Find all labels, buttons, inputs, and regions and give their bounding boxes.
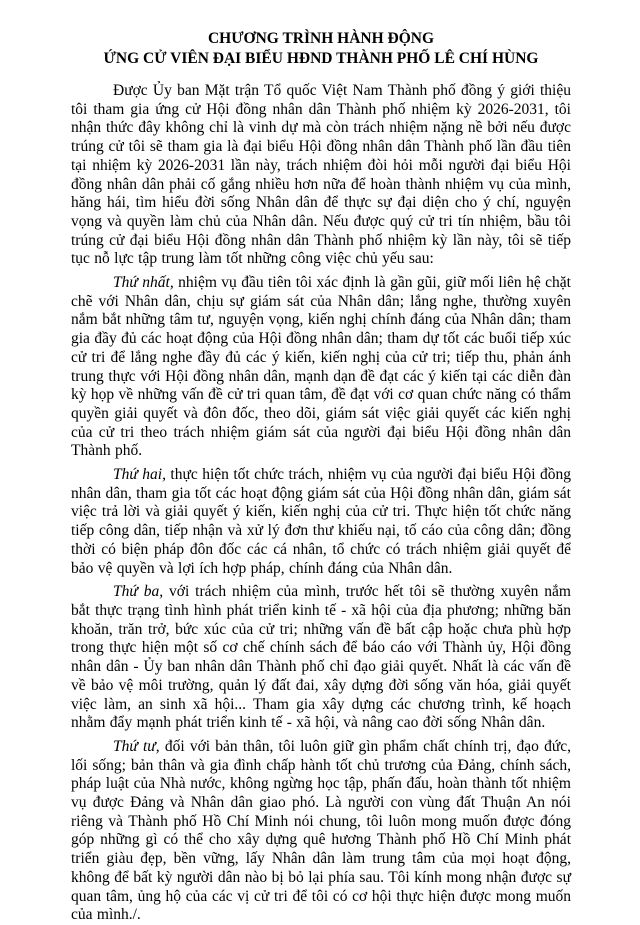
paragraph-thu-tu bbox=[71, 738, 571, 925]
paragraph-text: thực hiện tốt chức trách, nhiệm vụ của người đại biểu Hội đồng nhân dân, tham gia tốt các hoạt động giám sát của Hội đồng nhân dân, giám sát việc trả lời và giải quyết ý kiến, kiến nghị của cử tri. Thực hiện tốt chức năng tiếp công dân, tiếp nhận và xử lý đơn thư khiếu nại, tố cáo của công dân; đồng thời có biện pháp đôn đốc các cá nhân, tổ chức có trách nhiệm giải quyết để bảo vệ quyền và lợi ích hợp pháp, chính đáng của Nhân dân. bbox=[71, 466, 571, 577]
paragraph-text: đối với bản thân, tôi luôn giữ gìn phẩm chất chính trị, đạo đức, lối sống; bản thân và gia đình chấp hành tốt chủ trương của Đảng, chính sách, pháp luật của Nhà nước, không ngừng học tập, phấn đấu, hoàn thành tốt nhiệm vụ được Đảng và Nhân dân giao phó. Là người con vùng đất Thuận An nói riêng và Thành phố Hồ Chí Minh nói chung, tôi luôn mong muốn được đóng góp những gì có thể cho xây dựng quê hương Thành phố Hồ Chí Minh phát triển giàu đẹp, bền vững, lấy Nhân dân làm trung tâm của mọi hoạt động, không để bất kỳ người dân nào bị bỏ lại phía sau. Tôi kính mong nhận được sự quan tâm, ủng hộ của các vị cử tri để tôi có cơ hội thực hiện được mong muốn của mình./. bbox=[71, 737, 571, 924]
paragraph-lead: Thứ tư, bbox=[113, 737, 160, 755]
paragraph-thu-ba bbox=[71, 583, 571, 733]
paragraph-text: với trách nhiệm của mình, trước hết tôi sẽ thường xuyên nắm bắt thực trạng tình hình phát triển kinh tế - xã hội của địa phương; những băn khoăn, trăn trở, bức xúc của cử tri; những vấn đề bất cập hoặc chưa phù hợp trong thực hiện một số cơ chế chính sách để báo cáo với Thành ủy, Hội đồng nhân dân - Ủy ban nhân dân Thành phố chỉ đạo giải quyết. Nhất là các vấn đề về bảo vệ môi trường, quản lý đất đai, xây dựng đời sống văn hóa, giải quyết việc làm, an sinh xã hội... Tham gia xây dựng các chương trình, kế hoạch nhằm đẩy mạnh phát triển kinh tế - xã hội, và nâng cao đời sống Nhân dân. bbox=[71, 583, 571, 732]
paragraph-lead: Thứ hai, bbox=[113, 466, 166, 484]
paragraph-lead: Thứ ba, bbox=[113, 583, 164, 601]
document-title bbox=[71, 29, 571, 69]
paragraph-intro bbox=[71, 82, 571, 269]
paragraph-text: nhiệm vụ đầu tiên tôi xác định là gần gũi, giữ mối liên hệ chặt chẽ với Nhân dân, chịu sự giám sát của Nhân dân; lắng nghe, thường xuyên nắm bắt những tâm tư, nguyện vọng, kiến nghị chính đáng của Nhân dân; tham gia đầy đủ các hoạt động của Hội đồng nhân dân; tham dự tốt các buổi tiếp xúc cử tri để lắng nghe đầy đủ các ý kiến, kiến nghị của cử tri; tiếp thu, phản ánh trung thực với Hội đồng nhân dân, mạnh dạn đề đạt các ý kiến tại các diễn đàn kỳ họp về những vấn đề cử tri quan tâm, đề đạt với cơ quan chức năng có thẩm quyền giải quyết và đôn đốc, theo dõi, giám sát việc giải quyết các kiến nghị của cử tri theo trách nhiệm giám sát của người đại biểu Hội đồng nhân dân Thành phố. bbox=[71, 274, 571, 460]
paragraph-thu-hai bbox=[71, 466, 571, 578]
paragraph-thu-nhat bbox=[71, 274, 571, 461]
title-line-2: ỨNG CỬ VIÊN ĐẠI BIỂU HĐND THÀNH PHỐ LÊ CHÍ HÙNG bbox=[103, 50, 539, 67]
paragraph-lead: Thứ nhất, bbox=[113, 274, 174, 292]
paragraph-text: Được Ủy ban Mặt trận Tổ quốc Việt Nam Thành phố đồng ý giới thiệu tôi tham gia ứng cử Hội đồng nhân dân Thành phố nhiệm kỳ 2026-2031, tôi nhận thức đây không chỉ là vinh dự mà còn trách nhiệm nặng nề bởi nếu được trúng cử tôi sẽ tham gia là đại biểu Hội đồng nhân dân Thành phố lần đầu tiên tại nhiệm kỳ 2026-2031 lần này, trách nhiệm đòi hỏi mỗi người đại biểu Hội đồng nhân dân phải cố gắng nhiều hơn nữa để hoàn thành nhiệm vụ của mình, hăng hái, tìm hiểu đời sống Nhân dân để thực sự đại diện cho ý chí, nguyện vọng và quyền làm chủ của Nhân dân. Nếu được quý cử tri tín nhiệm, bầu tôi trúng cử đại biểu Hội đồng nhân dân Thành phố nhiệm kỳ lần này, tôi sẽ tiếp tục nỗ lực tập trung làm tốt những công việc chủ yếu sau: bbox=[71, 82, 571, 268]
title-line-1: CHƯƠNG TRÌNH HÀNH ĐỘNG bbox=[207, 30, 435, 47]
